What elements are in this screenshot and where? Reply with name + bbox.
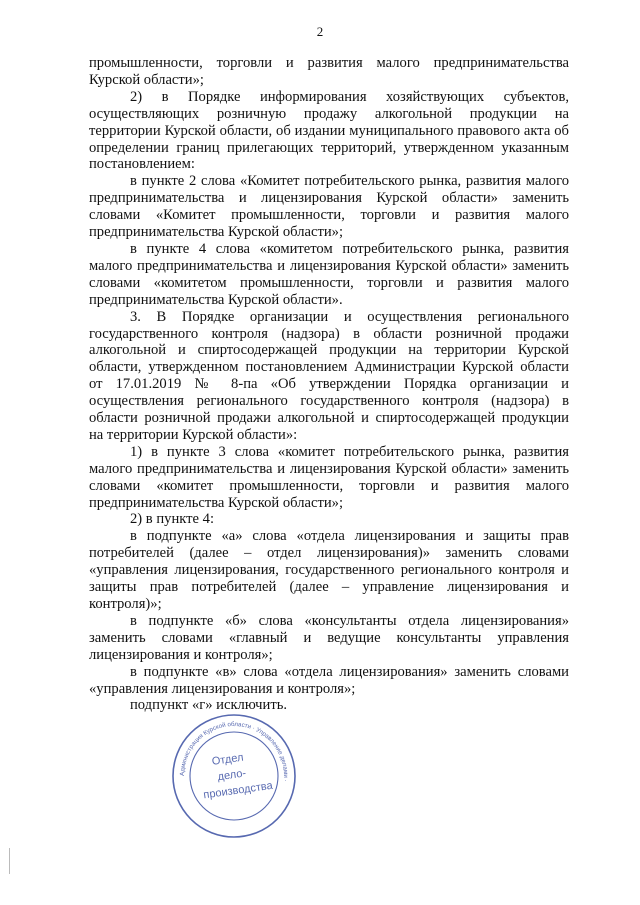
paragraph: в подпункте «в» слова «отдела лицензирования» заменить словами «управления лицензирования и контроля»; (89, 663, 569, 697)
paragraph: в пункте 2 слова «Комитет потребительского рынка, развития малого предпринимательства и лицензирования Курской области» заменить словами «Комитет промышленности, торговли и развития малого предпринимательства Курской области»; (89, 173, 569, 241)
paragraph: промышленности, торговли и развития малого предпринимательства Курской области»; (89, 55, 569, 88)
department-stamp (170, 712, 298, 840)
paragraph: 2) в пункте 4: (130, 511, 215, 528)
document-body (89, 55, 569, 714)
stamp-center-line-2: дело- (216, 767, 247, 784)
page-number: 2 (316, 24, 324, 39)
stamp-ring-text: Администрация Курской области · Управление делами · (178, 720, 290, 782)
paragraph: в пункте 4 слова «комитетом потребительского рынка, развития малого предпринимательства и лицензирования Курской области» заменить словами «комитетом промышленности, торговли и развития малого предпринимательства Курской области». (89, 240, 569, 308)
paragraph: 3. В Порядке организации и осуществления регионального государственного контроля (надзора) в области розничной продажи алкогольной и спиртосодержащей продукции на территории Курской области, утвержденном постановлением Администрации Курской области от 17.01.2019 № 8-па «Об утверждении Порядка организации и осуществления регионального государственного контроля (надзора) в области розничной продажи алкогольной и спиртосодержащей продукции на территории Курской области»: (89, 308, 569, 443)
scan-margin-mark (9, 848, 10, 874)
paragraph: 1) в пункте 3 слова «комитет потребительского рынка, развития малого предпринимательства и лицензирования Курской области» заменить словами «комитет промышленности, торговли и развития малого предпринимательства Курской области»; (89, 443, 569, 511)
paragraph: 2) в Порядке информирования хозяйствующих субъектов, осуществляющих розничную продажу алкогольной продукции на территории Курской области, об издании муниципального правового акта об определении границ прилегающих территорий, утвержденном указанным постановлением: (89, 88, 569, 173)
stamp-center-line-3: производства (202, 779, 274, 802)
paragraph: в подпункте «а» слова «отдела лицензирования и защиты прав потребителей (далее – отдел лицензирования)» заменить словами «управления лицензирования, государственного регионального контроля и защиты прав потребителей (далее – управление лицензирования и контроля)»; (89, 528, 569, 612)
paragraph: в подпункте «б» слова «консультанты отдела лицензирования» заменить словами «главный и ведущие консультанты управления лицензирования и контроля»; (89, 612, 569, 663)
final-paragraph: подпункт «г» исключить. (130, 697, 288, 714)
stamp-center-line-1: Отдел (211, 751, 245, 768)
